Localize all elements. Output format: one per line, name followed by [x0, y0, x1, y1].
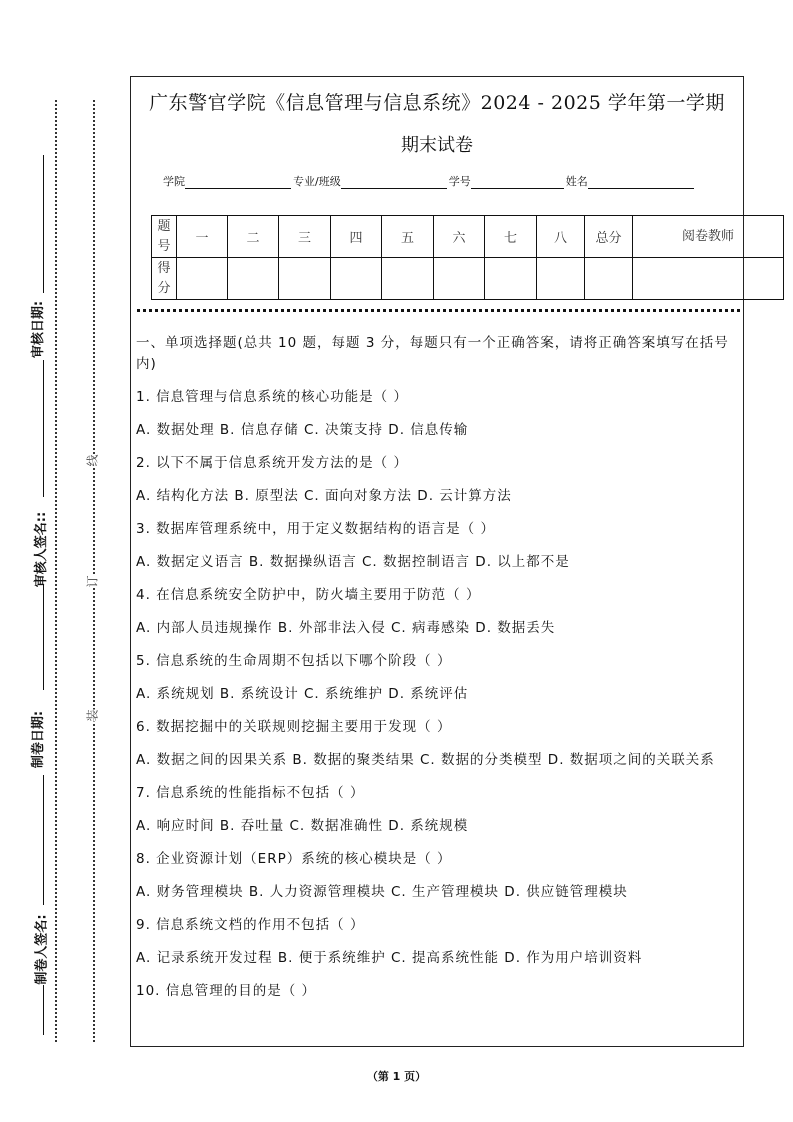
- review-date-label: 审核日期:: [31, 300, 47, 359]
- score-cell[interactable]: [177, 258, 228, 300]
- signature-line: [43, 360, 44, 497]
- header-cell: 一: [177, 216, 228, 258]
- score-row: [152, 258, 784, 300]
- score-cell[interactable]: [434, 258, 485, 300]
- header-cell: 六: [434, 216, 485, 258]
- question-stem: 4. 在信息系统安全防护中，防火墙主要用于防范（ ）: [136, 587, 481, 603]
- header-cell: 五: [382, 216, 434, 258]
- student-id-label: 学号: [448, 175, 471, 188]
- question-options: A. 数据定义语言 B. 数据操纵语言 C. 数据控制语言 D. 以上都不是: [136, 554, 570, 570]
- student-info-row: [163, 173, 696, 189]
- question-stem: 8. 企业资源计划（ERP）系统的核心模块是（ ）: [136, 851, 452, 867]
- question-list: [136, 387, 742, 1002]
- separator-dotted-line: [137, 309, 740, 312]
- signature-line: [43, 155, 44, 293]
- signature-line: [43, 985, 44, 1035]
- score-cell[interactable]: [382, 258, 434, 300]
- header-cell: 阅卷教师: [633, 216, 784, 258]
- header-cell: 三: [279, 216, 331, 258]
- student-id-field[interactable]: [471, 175, 564, 189]
- question-stem: 2. 以下不属于信息系统开发方法的是（ ）: [136, 455, 408, 471]
- question-stem: 10. 信息管理的目的是（ ）: [136, 983, 317, 999]
- reviewer-signature-label: 审核人签名::: [34, 511, 50, 588]
- score-row-label: 得分: [152, 258, 177, 300]
- signature-line: [43, 775, 44, 905]
- header-cell: 题号: [152, 216, 177, 258]
- page-number: （第 1 页）: [366, 1070, 427, 1083]
- question-stem: 9. 信息系统文档的作用不包括（ ）: [136, 917, 365, 933]
- binding-mark-staple: 订: [85, 575, 100, 588]
- question-options: A. 内部人员违规操作 B. 外部非法入侵 C. 病毒感染 D. 数据丢失: [136, 620, 556, 636]
- question-stem: 5. 信息系统的生命周期不包括以下哪个阶段（ ）: [136, 653, 452, 669]
- question-options: A. 结构化方法 B. 原型法 C. 面向对象方法 D. 云计算方法: [136, 488, 512, 504]
- question-stem: 7. 信息系统的性能指标不包括（ ）: [136, 785, 365, 801]
- header-cell: 总分: [585, 216, 633, 258]
- binding-dotted-line-outer: [55, 100, 57, 1042]
- college-label: 学院: [163, 175, 185, 188]
- header-cell: 八: [537, 216, 585, 258]
- question-options: A. 财务管理模块 B. 人力资源管理模块 C. 生产管理模块 D. 供应链管理模块: [136, 884, 628, 900]
- question-stem: 1. 信息管理与信息系统的核心功能是（ ）: [136, 389, 408, 405]
- name-label: 姓名: [565, 175, 588, 188]
- score-cell[interactable]: [537, 258, 585, 300]
- score-cell[interactable]: [331, 258, 382, 300]
- major-class-field[interactable]: [341, 175, 447, 189]
- question-stem: 6. 数据挖掘中的关联规则挖掘主要用于发现（ ）: [136, 719, 452, 735]
- signature-line: [43, 585, 44, 690]
- question-options: A. 响应时间 B. 吞吐量 C. 数据准确性 D. 系统规模: [136, 818, 469, 834]
- header-cell: 二: [228, 216, 279, 258]
- header-cell: 七: [485, 216, 537, 258]
- question-options: A. 数据之间的因果关系 B. 数据的聚类结果 C. 数据的分类模型 D. 数据项之间的关联关系: [136, 752, 715, 768]
- binding-dotted-line-inner: [93, 100, 95, 1042]
- exam-subtitle: 期末试卷: [401, 135, 473, 156]
- question-stem: 3. 数据库管理系统中，用于定义数据结构的语言是（ ）: [136, 521, 495, 537]
- header-cell: 四: [331, 216, 382, 258]
- section-heading: 一、单项选择题(总共 10 题，每题 3 分，每题只有一个正确答案，请将正确答案填写在括号内): [136, 335, 729, 372]
- question-options: A. 系统规划 B. 系统设计 C. 系统维护 D. 系统评估: [136, 686, 469, 702]
- paper-date-label: 制卷日期:: [31, 710, 47, 769]
- question-options: A. 记录系统开发过程 B. 便于系统维护 C. 提高系统性能 D. 作为用户培训资料: [136, 950, 643, 966]
- score-cell[interactable]: [633, 258, 784, 300]
- score-cell[interactable]: [485, 258, 537, 300]
- score-cell[interactable]: [279, 258, 331, 300]
- major-class-label: 专业/班级: [293, 175, 341, 188]
- paper-maker-signature-label: 制卷人签名:: [34, 914, 50, 985]
- binding-mark-line: 线: [85, 454, 100, 467]
- college-field[interactable]: [185, 175, 291, 189]
- exam-body: [136, 333, 742, 1014]
- score-cell[interactable]: [585, 258, 633, 300]
- question-options: A. 数据处理 B. 信息存储 C. 决策支持 D. 信息传输: [136, 422, 469, 438]
- score-table: [151, 215, 784, 300]
- name-field[interactable]: [588, 175, 694, 189]
- binding-mark-bind: 装: [85, 709, 100, 722]
- score-cell[interactable]: [228, 258, 279, 300]
- exam-title: 广东警官学院《信息管理与信息系统》2024 - 2025 学年第一学期: [149, 92, 725, 114]
- score-table-header-row: [152, 216, 784, 258]
